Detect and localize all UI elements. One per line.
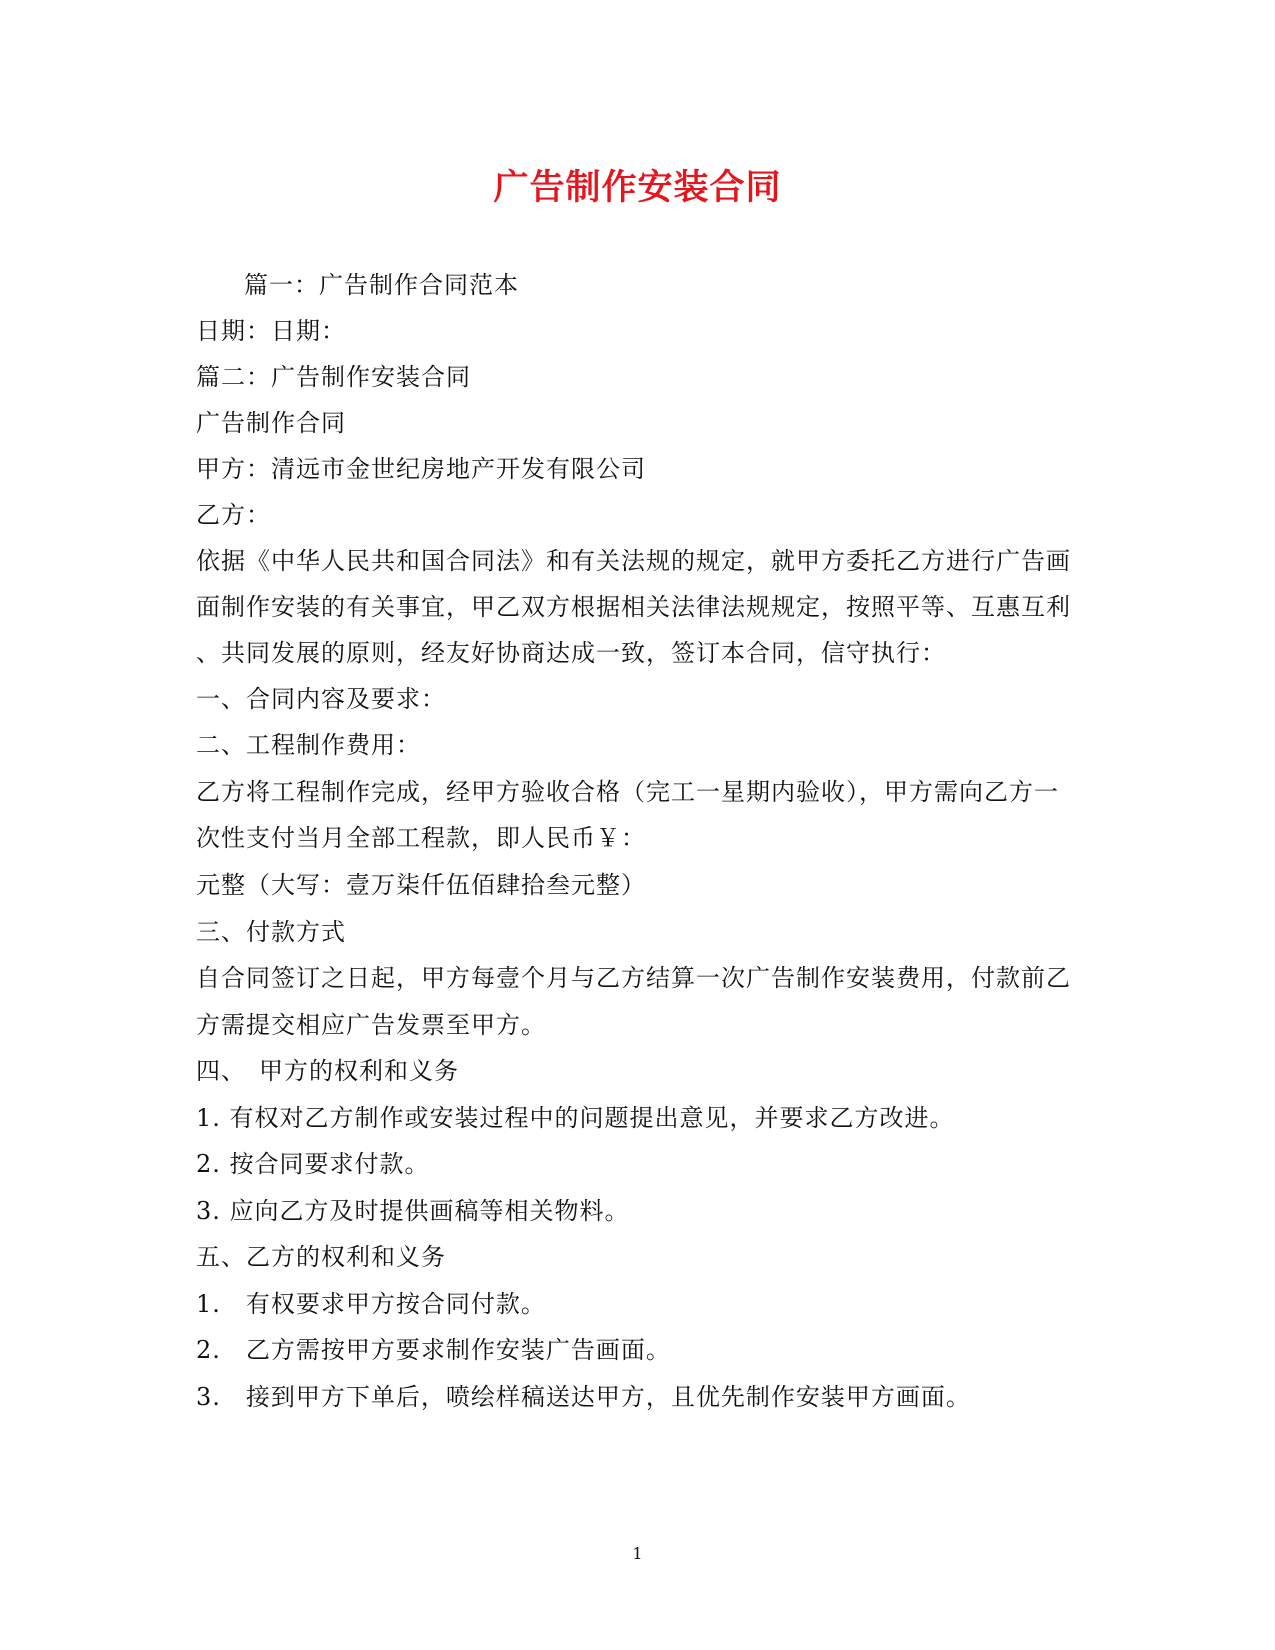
clause-3-heading: 三、付款方式: [196, 918, 346, 946]
clause-4-item-1: 1. 有权对乙方制作或安装过程中的问题提出意见，并要求乙方改进。: [196, 1104, 955, 1132]
preamble-line-1: 依据《中华人民共和国合同法》和有关法规的规定，就甲方委托乙方进行广告画: [196, 547, 1071, 575]
document-title: 广告制作安装合同: [493, 167, 782, 208]
preamble-line-2: 面制作安装的有关事宜，甲乙双方根据相关法律法规规定，按照平等、互惠互利: [196, 593, 1071, 621]
clause-2-text-3: 元整（大写：壹万柒仟伍佰肆拾叁元整）: [196, 871, 646, 899]
clause-4-item-3: 3. 应向乙方及时提供画稿等相关物料。: [196, 1197, 630, 1225]
clause-3-text-1: 自合同签订之日起，甲方每壹个月与乙方结算一次广告制作安装费用，付款前乙: [196, 964, 1071, 992]
section-heading-part-two: 篇二：广告制作安装合同: [196, 363, 471, 391]
date-line: 日期：日期：: [196, 317, 346, 345]
clause-5-item-2: 2. 乙方需按甲方要求制作安装广告画面。: [196, 1336, 671, 1364]
clause-2-text-1: 乙方将工程制作完成，经甲方验收合格（完工一星期内验收），甲方需向乙方一: [196, 778, 1059, 806]
clause-4-heading: 四、 甲方的权利和义务: [196, 1057, 459, 1085]
party-b-line: 乙方：: [196, 501, 271, 529]
clause-1-heading: 一、合同内容及要求：: [196, 685, 446, 713]
party-a-line: 甲方：清远市金世纪房地产开发有限公司: [196, 455, 646, 483]
section-heading-part-one: 篇一：广告制作合同范本: [244, 271, 519, 299]
clause-5-item-1: 1. 有权要求甲方按合同付款。: [196, 1290, 546, 1318]
clause-4-item-2: 2. 按合同要求付款。: [196, 1150, 430, 1178]
contract-subtitle: 广告制作合同: [196, 409, 346, 437]
preamble-line-3: 、共同发展的原则，经友好协商达成一致，签订本合同，信守执行：: [196, 639, 946, 667]
clause-5-item-3: 3. 接到甲方下单后，喷绘样稿送达甲方，且优先制作安装甲方画面。: [196, 1383, 971, 1411]
clause-3-text-2: 方需提交相应广告发票至甲方。: [196, 1011, 546, 1039]
clause-5-heading: 五、乙方的权利和义务: [196, 1243, 446, 1271]
clause-2-heading: 二、工程制作费用：: [196, 731, 421, 759]
clause-2-text-2: 次性支付当月全部工程款，即人民币￥：: [196, 824, 646, 852]
page-number: 1: [632, 1544, 643, 1563]
